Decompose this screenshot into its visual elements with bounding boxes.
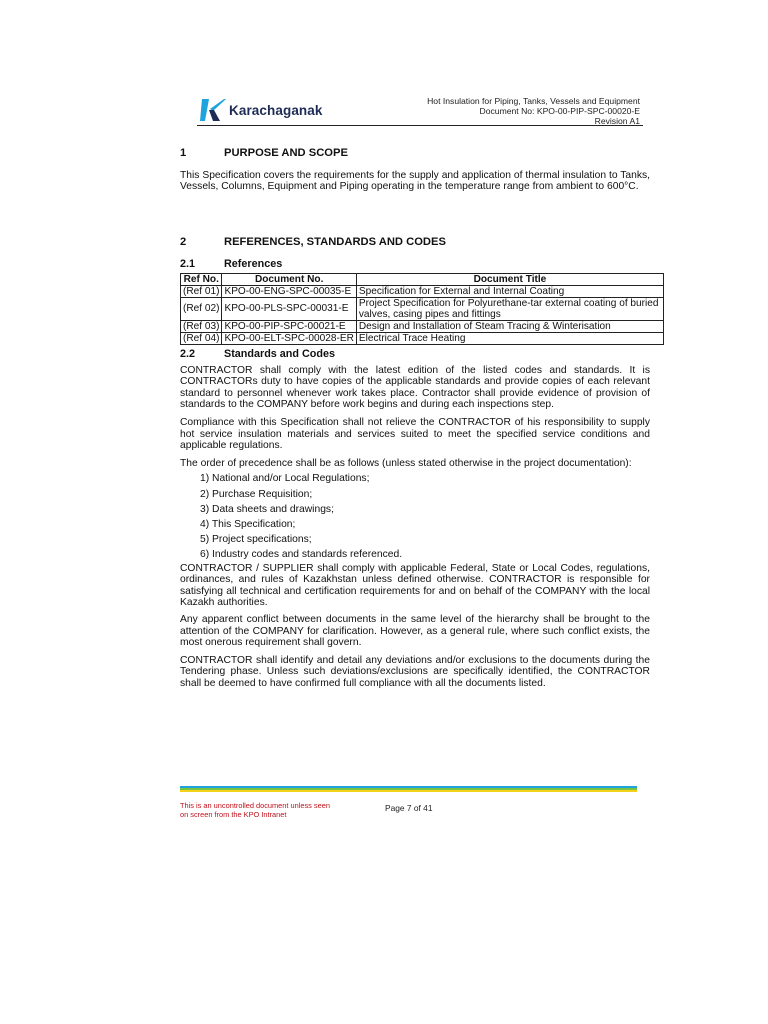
standards-paragraph-5: Any apparent conflict between documents in the same level of the hierarchy shall be brought to the attention of the COMPANY for clarification. However, as a general rule, where such conflict exists, the most onerous requirement shall govern. (180, 613, 650, 649)
company-logo (200, 98, 323, 122)
column-header: Document Title (356, 273, 663, 285)
list-item: 6) Industry codes and standards referenced. (200, 549, 403, 561)
standards-paragraph-2: Compliance with this Specification shall not relieve the CONTRACTOR of his responsibility to supply hot service insulation materials and services suited to meet the specified service conditions and applicable regulations. (180, 416, 650, 452)
list-item: 3) Data sheets and drawings; (200, 503, 334, 515)
footer-disclaimer (180, 802, 330, 819)
document-number: Document No: KPO-00-PIP-SPC-00020-E (479, 106, 640, 117)
karachaganak-k-icon (200, 98, 226, 122)
list-item: 5) Project specifications; (200, 534, 312, 546)
document-title-cell: Specification for External and Internal Coating (356, 285, 663, 297)
disclaimer-line: on screen from the KPO Intranet (180, 809, 287, 819)
ref-no-cell: (Ref 03) (181, 320, 222, 332)
document-title-cell: Project Specification for Polyurethane-tar external coating of buried valves, casing pipes and fittings (356, 297, 663, 320)
document-title: Hot Insulation for Piping, Tanks, Vessels and Equipment (427, 96, 640, 106)
references-table (180, 273, 664, 345)
document-no-cell: KPO-00-PIP-SPC-00021-E (222, 320, 356, 332)
standards-paragraph-1: CONTRACTOR shall comply with the latest edition of the listed codes and standards. It is CONTRACTORs duty to have copies of the applicable standards and provide copies of each relevant standard to personnel whenever work takes place. Contractor shall provide evidence of provision of standards to the COMPANY before work begins and during each inspections step. (180, 364, 650, 411)
section-number: 2.1 (180, 258, 196, 271)
section-number: 2.2 (180, 347, 196, 360)
page-number: Page 7 of 41 (385, 803, 433, 813)
section-2-1-heading (180, 259, 650, 271)
purpose-paragraph: This Specification covers the requirements for the supply and application of thermal insulation to Tanks, Vessels, Columns, Equipment and Piping operating in the temperature range from ambient to 600°C. (180, 169, 650, 193)
document-no-cell: KPO-00-PLS-SPC-00031-E (222, 297, 356, 320)
document-no-cell: KPO-00-ENG-SPC-00035-E (222, 285, 356, 297)
standards-paragraph-6: CONTRACTOR shall identify and detail any deviations and/or exclusions to the documents during the Tendering phase. Unless such deviations/exclusions are specifically identified, the CONTRACTOR shall be deemed to have confirmed full compliance with all the documents listed. (180, 654, 650, 689)
section-title: REFERENCES, STANDARDS AND CODES (224, 235, 446, 248)
document-title-cell: Design and Installation of Steam Tracing & Winterisation (356, 320, 663, 332)
section-1-heading (180, 148, 650, 160)
document-title-cell: Electrical Trace Heating (356, 332, 663, 344)
document-revision: Revision A1 (594, 116, 640, 127)
section-number: 2 (180, 235, 187, 248)
table-row (181, 320, 664, 332)
disclaimer-line: This is an uncontrolled document unless seen (180, 801, 330, 810)
standards-paragraph-4: CONTRACTOR / SUPPLIER shall comply with applicable Federal, State or Local Codes, regulations, ordinances, and rules of Kazakhstan unless defined otherwise. CONTRACTOR is responsible for satisfying all technical and certification requirements for and on behalf of the COMPANY with the local Kazakh authorities. (180, 562, 650, 609)
document-no-cell: KPO-00-ELT-SPC-00028-ER (222, 332, 356, 344)
section-title: Standards and Codes (224, 347, 335, 360)
ref-no-cell: (Ref 02) (181, 297, 222, 320)
list-item: 2) Purchase Requisition; (200, 488, 313, 500)
column-header: Ref No. (181, 273, 222, 285)
footer-stripe (180, 786, 637, 792)
stripe-yellow (180, 790, 637, 792)
ref-no-cell: (Ref 04) (181, 332, 222, 344)
table-row (181, 332, 664, 344)
document-body (180, 147, 659, 689)
section-2-2-heading (180, 349, 650, 361)
precedence-list (180, 471, 650, 562)
table-row (181, 285, 664, 297)
section-2-heading (180, 237, 650, 249)
standards-paragraph-3: The order of precedence shall be as follows (unless stated otherwise in the project documentation): (180, 457, 632, 469)
section-title: References (224, 258, 283, 271)
logo-text: Karachaganak (229, 102, 323, 118)
table-row (181, 297, 664, 320)
column-header: Document No. (222, 273, 356, 285)
header-divider (197, 125, 643, 126)
list-item: 1) National and/or Local Regulations; (200, 473, 370, 485)
section-number: 1 (180, 147, 187, 159)
header-info (427, 96, 640, 127)
section-title: PURPOSE AND SCOPE (224, 147, 348, 159)
table-header-row (181, 273, 664, 285)
ref-no-cell: (Ref 01) (181, 285, 222, 297)
list-item: 4) This Specification; (200, 518, 296, 530)
